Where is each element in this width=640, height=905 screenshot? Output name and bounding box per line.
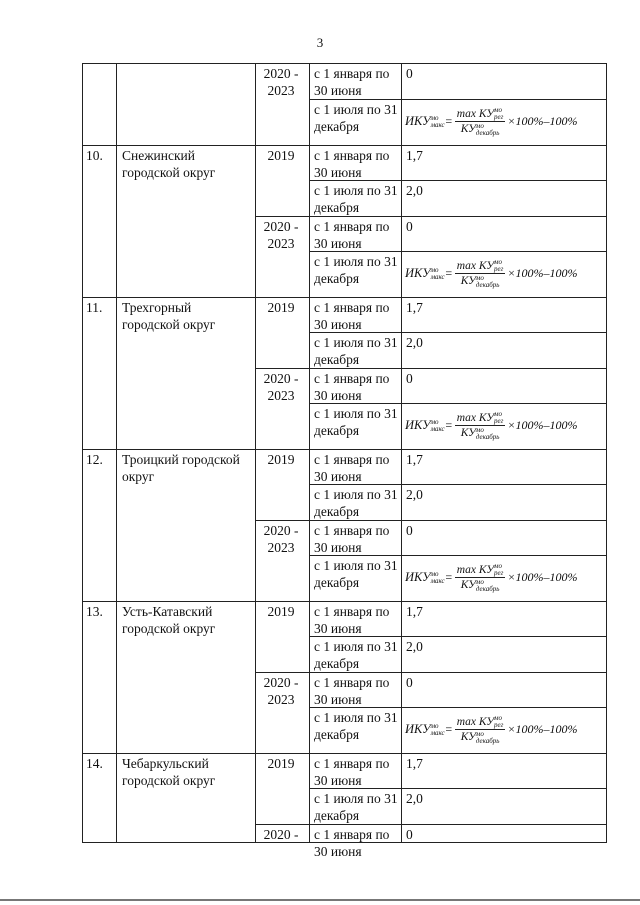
year-cell: 2019 <box>267 148 295 163</box>
formula-lhs: ИКУ мо макс <box>405 418 445 434</box>
period-cell: с 1 января по 30 июня <box>314 371 390 403</box>
group-divider <box>255 368 606 369</box>
year-cell: 2019 <box>267 300 295 315</box>
coefficient-value: 0 <box>406 371 413 386</box>
period-cell: с 1 января по 30 июня <box>314 675 390 707</box>
period-cell: с 1 января по 30 июня <box>314 604 390 636</box>
sub-row-divider <box>309 788 606 789</box>
coefficient-formula: ИКУ мо макс = max КУ мо рег КУ мо декабрь ×100%–100% <box>405 106 578 137</box>
coefficient-formula: ИКУ мо макс = max КУ мо рег КУ мо декабрь ×100%–100% <box>405 258 578 289</box>
coefficient-value: 0 <box>406 523 413 538</box>
period-cell: с 1 июля по 31 декабря <box>314 710 398 742</box>
formula-fraction: max КУ мо рег КУ мо декабрь <box>456 106 504 137</box>
sub-row-divider <box>309 180 606 181</box>
row-number: 10. <box>86 148 103 163</box>
row-number: 12. <box>86 452 103 467</box>
coefficient-value: 0 <box>406 827 413 842</box>
formula-lhs: ИКУ мо макс <box>405 570 445 586</box>
year-cell: 2020 - 2023 <box>263 219 299 251</box>
year-cell: 2020 - 2023 <box>263 371 299 403</box>
sub-row-divider <box>309 332 606 333</box>
coefficient-value: 1,7 <box>406 148 423 163</box>
period-cell: с 1 июля по 31 декабря <box>314 254 398 286</box>
coefficient-formula: ИКУ мо макс = max КУ мо рег КУ мо декабрь ×100%–100% <box>405 714 578 745</box>
row-divider <box>82 753 606 754</box>
period-cell: с 1 июля по 31 декабря <box>314 639 398 671</box>
municipality-name: Трехгорный городской округ <box>122 300 216 332</box>
coefficient-value: 2,0 <box>406 335 423 350</box>
coefficient-formula: ИКУ мо макс = max КУ мо рег КУ мо декабрь ×100%–100% <box>405 562 578 593</box>
period-cell: с 1 января по 30 июня <box>314 300 390 332</box>
period-cell: с 1 января по 30 июня <box>314 66 390 98</box>
period-cell: с 1 января по 30 июня <box>314 219 390 251</box>
formula-fraction: max КУ мо рег КУ мо декабрь <box>456 410 504 441</box>
period-cell: с 1 января по 30 июня <box>314 523 390 555</box>
group-divider <box>255 672 606 673</box>
sub-row-divider <box>309 636 606 637</box>
period-cell: с 1 января по 30 июня <box>314 827 390 859</box>
column-border <box>606 63 607 843</box>
period-cell: с 1 января по 30 июня <box>314 452 390 484</box>
column-border <box>116 63 117 843</box>
coefficient-value: 1,7 <box>406 756 423 771</box>
row-number: 14. <box>86 756 103 771</box>
municipality-name: Троицкий городской округ <box>122 452 240 484</box>
year-cell: 2019 <box>267 452 295 467</box>
period-cell: с 1 января по 30 июня <box>314 756 390 788</box>
period-cell: с 1 июля по 31 декабря <box>314 335 398 367</box>
period-cell: с 1 июля по 31 декабря <box>314 406 398 438</box>
period-cell: с 1 января по 30 июня <box>314 148 390 180</box>
sub-row-divider <box>309 555 606 556</box>
coefficient-value: 2,0 <box>406 487 423 502</box>
column-border <box>82 63 83 843</box>
column-border <box>401 63 402 843</box>
coefficient-value: 1,7 <box>406 452 423 467</box>
coefficient-value: 1,7 <box>406 300 423 315</box>
coefficient-formula: ИКУ мо макс = max КУ мо рег КУ мо декабрь ×100%–100% <box>405 410 578 441</box>
row-divider <box>82 297 606 298</box>
year-cell: 2020 - 2023 <box>263 523 299 555</box>
sub-row-divider <box>309 484 606 485</box>
sub-row-divider <box>309 99 606 100</box>
coefficient-value: 2,0 <box>406 183 423 198</box>
row-divider <box>82 842 606 843</box>
formula-fraction: max КУ мо рег КУ мо декабрь <box>456 258 504 289</box>
coefficient-value: 0 <box>406 675 413 690</box>
row-number: 13. <box>86 604 103 619</box>
coefficient-value: 0 <box>406 66 413 81</box>
municipality-name: Снежинский городской округ <box>122 148 216 180</box>
sub-row-divider <box>309 403 606 404</box>
column-border <box>255 63 256 843</box>
group-divider <box>255 824 606 825</box>
period-cell: с 1 июля по 31 декабря <box>314 487 398 519</box>
table-top-border <box>82 63 606 64</box>
period-cell: с 1 июля по 31 декабря <box>314 183 398 215</box>
municipality-name: Чебаркульский городской округ <box>122 756 216 788</box>
formula-fraction: max КУ мо рег КУ мо декабрь <box>456 562 504 593</box>
formula-lhs: ИКУ мо макс <box>405 266 445 282</box>
coefficient-value: 2,0 <box>406 639 423 654</box>
formula-lhs: ИКУ мо макс <box>405 114 445 130</box>
period-cell: с 1 июля по 31 декабря <box>314 102 398 134</box>
row-number: 11. <box>86 300 103 315</box>
municipality-name: Усть-Катавский городской округ <box>122 604 216 636</box>
formula-lhs: ИКУ мо макс <box>405 722 445 738</box>
group-divider <box>255 520 606 521</box>
year-cell: 2020 - 2023 <box>263 66 299 98</box>
coefficient-value: 1,7 <box>406 604 423 619</box>
column-border <box>309 63 310 843</box>
formula-fraction: max КУ мо рег КУ мо декабрь <box>456 714 504 745</box>
row-divider <box>82 601 606 602</box>
row-divider <box>82 145 606 146</box>
year-cell: 2020 - <box>263 827 299 842</box>
year-cell: 2019 <box>267 604 295 619</box>
row-divider <box>82 449 606 450</box>
coefficient-value: 2,0 <box>406 791 423 806</box>
coefficient-value: 0 <box>406 219 413 234</box>
page-number: 3 <box>316 35 324 50</box>
year-cell: 2019 <box>267 756 295 771</box>
sub-row-divider <box>309 251 606 252</box>
sub-row-divider <box>309 707 606 708</box>
period-cell: с 1 июля по 31 декабря <box>314 791 398 823</box>
year-cell: 2020 - 2023 <box>263 675 299 707</box>
scan-edge-divider <box>0 899 640 901</box>
group-divider <box>255 216 606 217</box>
period-cell: с 1 июля по 31 декабря <box>314 558 398 590</box>
